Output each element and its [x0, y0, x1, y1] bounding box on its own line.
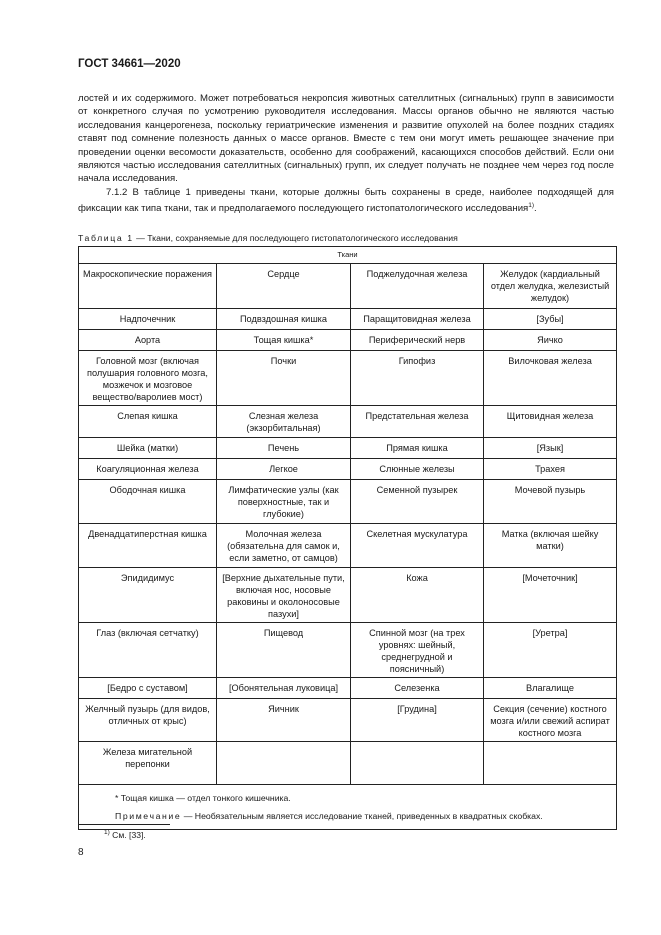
- table-cell: [217, 742, 351, 785]
- table-cell: Кожа: [351, 568, 484, 623]
- table-cell: Яичко: [484, 330, 617, 351]
- page-footnote-text: См. [33].: [109, 829, 146, 840]
- table-cell: Головной мозг (включая полушария головного мозга, мозжечок и мозговое вещество/варолиев мост): [79, 351, 217, 406]
- table-cell: Двенадцатиперстная кишка: [79, 524, 217, 568]
- table-header-tissues: Ткани: [79, 247, 617, 264]
- table-cell: [351, 742, 484, 785]
- table-cell: [Уретра]: [484, 623, 617, 678]
- table-row: [79, 459, 617, 480]
- table-notes-row: [79, 785, 617, 830]
- table-cell: Лимфатические узлы (как поверхностные, так и глубокие): [217, 480, 351, 524]
- table-cell: Почки: [217, 351, 351, 406]
- table-cell: Тощая кишка*: [217, 330, 351, 351]
- table-caption-label: Таблица 1: [78, 233, 134, 243]
- tissues-table: [78, 246, 617, 830]
- table-cell: [Зубы]: [484, 309, 617, 330]
- table-row: [79, 568, 617, 623]
- table-row: [79, 309, 617, 330]
- table-caption: [78, 233, 618, 243]
- page-number: 8: [78, 847, 84, 858]
- table-cell: Прямая кишка: [351, 438, 484, 459]
- document-header: ГОСТ 34661—2020: [78, 58, 181, 70]
- table-cell: [484, 742, 617, 785]
- table-cell: Скелетная мускулатура: [351, 524, 484, 568]
- paragraph-7-1-2-end: .: [534, 203, 537, 215]
- paragraph-7-1-2: [78, 186, 614, 216]
- table-cell: Пищевод: [217, 623, 351, 678]
- table-cell: Предстательная железа: [351, 406, 484, 438]
- table-cell: Глаз (включая сетчатку): [79, 623, 217, 678]
- table-cell: Поджелудочная железа: [351, 264, 484, 309]
- table-cell: [Бедро с суставом]: [79, 678, 217, 699]
- table-cell: Мочевой пузырь: [484, 480, 617, 524]
- table-cell: Железа мигательной перепонки: [79, 742, 217, 785]
- table-cell: Щитовидная железа: [484, 406, 617, 438]
- table-cell: Спинной мозг (на трех уровнях: шейный, среднегрудной и поясничный): [351, 623, 484, 678]
- table-row: [79, 623, 617, 678]
- table-cell: Желчный пузырь (для видов, отличных от крыс): [79, 699, 217, 742]
- page-footnote-marker: 1): [104, 829, 110, 836]
- table-cell: Желудок (кардиальный отдел желудка, железистый желудок): [484, 264, 617, 309]
- table-caption-text: — Ткани, сохраняемые для последующего гистопатологического исследования: [133, 233, 458, 243]
- paragraph-continued: лостей и их содержимого. Может потребоваться некропсия животных сателлитных (сигнальных) групп в зависимости от конкретного случая по усмотрению руководителя исследования. Массы органов обычно не являются частью исследования канцерогенеза, поскольку гериатрические изменения и развитие опухолей на более поздних стадиях ставят под сомнение полезность данных о массе органов. Вместе с тем они могут иметь решающее значение при проведении оценки весомости доказательств, особенно для соображений, касающихся способов действий. Если они являются частью исследования сателлитных (сигнальных) групп, их следует получать не позднее чем через год после начала исследования.: [78, 93, 614, 185]
- table-cell: Надпочечник: [79, 309, 217, 330]
- table-cell: Молочная железа (обязательна для самок и, если заметно, от самцов): [217, 524, 351, 568]
- table-cell: Трахея: [484, 459, 617, 480]
- table-row: [79, 480, 617, 524]
- footnote-divider: [78, 824, 170, 825]
- table-cell: Яичник: [217, 699, 351, 742]
- table-cell: Ободочная кишка: [79, 480, 217, 524]
- table-row: [79, 699, 617, 742]
- table-row: [79, 264, 617, 309]
- table-cell: Семенной пузырек: [351, 480, 484, 524]
- table-cell: Периферический нерв: [351, 330, 484, 351]
- table-cell: Слепая кишка: [79, 406, 217, 438]
- table-cell: Матка (включая шейку матки): [484, 524, 617, 568]
- table-cell: Коагуляционная железа: [79, 459, 217, 480]
- table-row: [79, 330, 617, 351]
- table-cell: Паращитовидная железа: [351, 309, 484, 330]
- table-row: [79, 438, 617, 459]
- table-cell: Слюнные железы: [351, 459, 484, 480]
- table-cell: Сердце: [217, 264, 351, 309]
- body-text: [78, 92, 614, 216]
- table-cell: Аорта: [79, 330, 217, 351]
- table-cell: Слезная железа (экзорбитальная): [217, 406, 351, 438]
- table-notes: [79, 785, 617, 830]
- table-row: [79, 524, 617, 568]
- table-cell: Влагалище: [484, 678, 617, 699]
- footnote-ref: 1): [528, 202, 535, 210]
- table-cell: Шейка (матки): [79, 438, 217, 459]
- table-cell: Селезенка: [351, 678, 484, 699]
- table-cell: [Грудина]: [351, 699, 484, 742]
- table-row: [79, 678, 617, 699]
- table-cell: [Язык]: [484, 438, 617, 459]
- table-cell: Вилочковая железа: [484, 351, 617, 406]
- table-row: [79, 406, 617, 438]
- paragraph-7-1-2-text: 7.1.2 В таблице 1 приведены ткани, которые должны быть сохранены в среде, наиболее подходящей для фиксации как типа ткани, так и предполагаемого последующего гистопатологического исследования: [78, 186, 614, 215]
- page-footnote: [104, 829, 146, 840]
- tissues-table-wrapper: [78, 246, 616, 830]
- table-row: [79, 351, 617, 406]
- table-cell: Подвздошная кишка: [217, 309, 351, 330]
- table-cell: Легкое: [217, 459, 351, 480]
- table-cell: [Верхние дыхательные пути, включая нос, носовые раковины и околоносовые пазухи]: [217, 568, 351, 623]
- table-cell: Эпидидимус: [79, 568, 217, 623]
- table-cell: Печень: [217, 438, 351, 459]
- table-cell: Макроскопические поражения: [79, 264, 217, 309]
- table-note-label: Примечание: [115, 811, 182, 821]
- table-cell: Секция (сечение) костного мозга и/или свежий аспират костного мозга: [484, 699, 617, 742]
- table-cell: Гипофиз: [351, 351, 484, 406]
- table-note: [115, 809, 608, 823]
- table-cell: [Мочеточник]: [484, 568, 617, 623]
- table-row: [79, 742, 617, 785]
- table-note-text: — Необязательным является исследование тканей, приведенных в квадратных скобках.: [181, 811, 543, 821]
- table-footnote: * Тощая кишка — отдел тонкого кишечника.: [115, 793, 291, 803]
- table-cell: [Обонятельная луковица]: [217, 678, 351, 699]
